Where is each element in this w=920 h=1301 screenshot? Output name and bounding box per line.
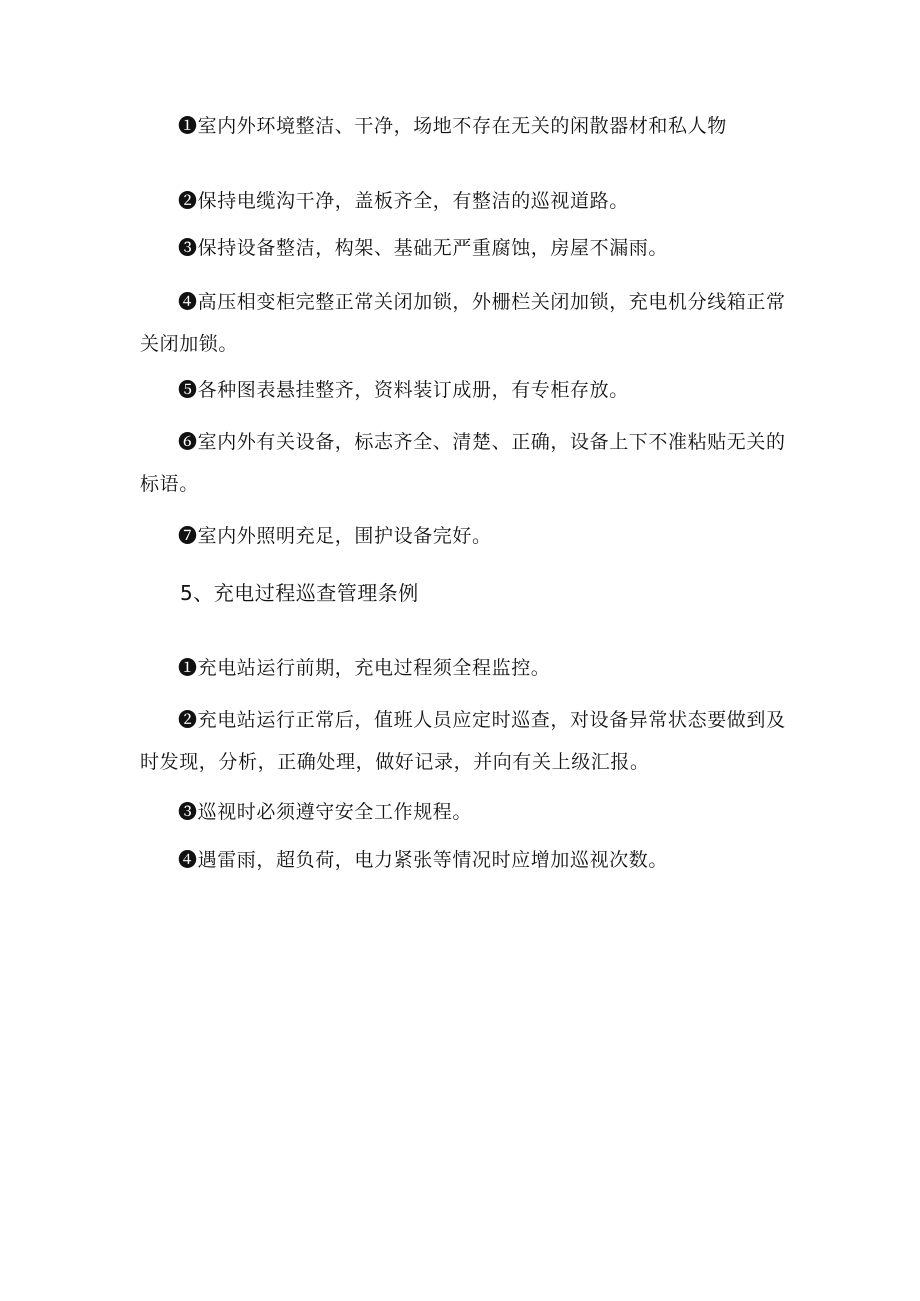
section-heading: 5、充电过程巡查管理条例	[180, 581, 419, 605]
paragraph-equipment-signs: ❻室内外有关设备，标志齐全、清楚、正确，设备上下不准粘贴无关的标语。	[140, 431, 786, 495]
paragraph-increase-patrols: ❹遇雷雨，超负荷，电力紧张等情况时应增加巡视次数。	[178, 849, 669, 871]
paragraph-monitoring: ❶充电站运行前期，充电过程须全程监控。	[178, 657, 551, 679]
paragraph-equipment-clean: ❸保持设备整洁，构架、基础无严重腐蚀，房屋不漏雨。	[178, 237, 669, 259]
paragraph-environment-clean: ❶室内外环境整洁、干净，场地不存在无关的闲散器材和私人物	[178, 115, 727, 137]
paragraph-cable-trench: ❷保持电缆沟干净，盖板齐全，有整洁的巡视道路。	[178, 190, 629, 212]
paragraph-patrol: ❷充电站运行正常后，值班人员应定时巡查，对设备异常状态要做到及时发现，分析，正确处理，做好记录，并向有关上级汇报。	[140, 709, 786, 773]
paragraph-safety-rules: ❸巡视时必须遵守安全工作规程。	[178, 801, 473, 823]
paragraph-charts-records: ❺各种图表悬挂整齐，资料装订成册，有专柜存放。	[178, 379, 629, 401]
paragraph-cabinet-locks: ❹高压相变柜完整正常关闭加锁，外栅栏关闭加锁，充电机分线箱正常关闭加锁。	[140, 291, 786, 355]
paragraph-lighting: ❼室内外照明充足，围护设备完好。	[178, 525, 492, 547]
